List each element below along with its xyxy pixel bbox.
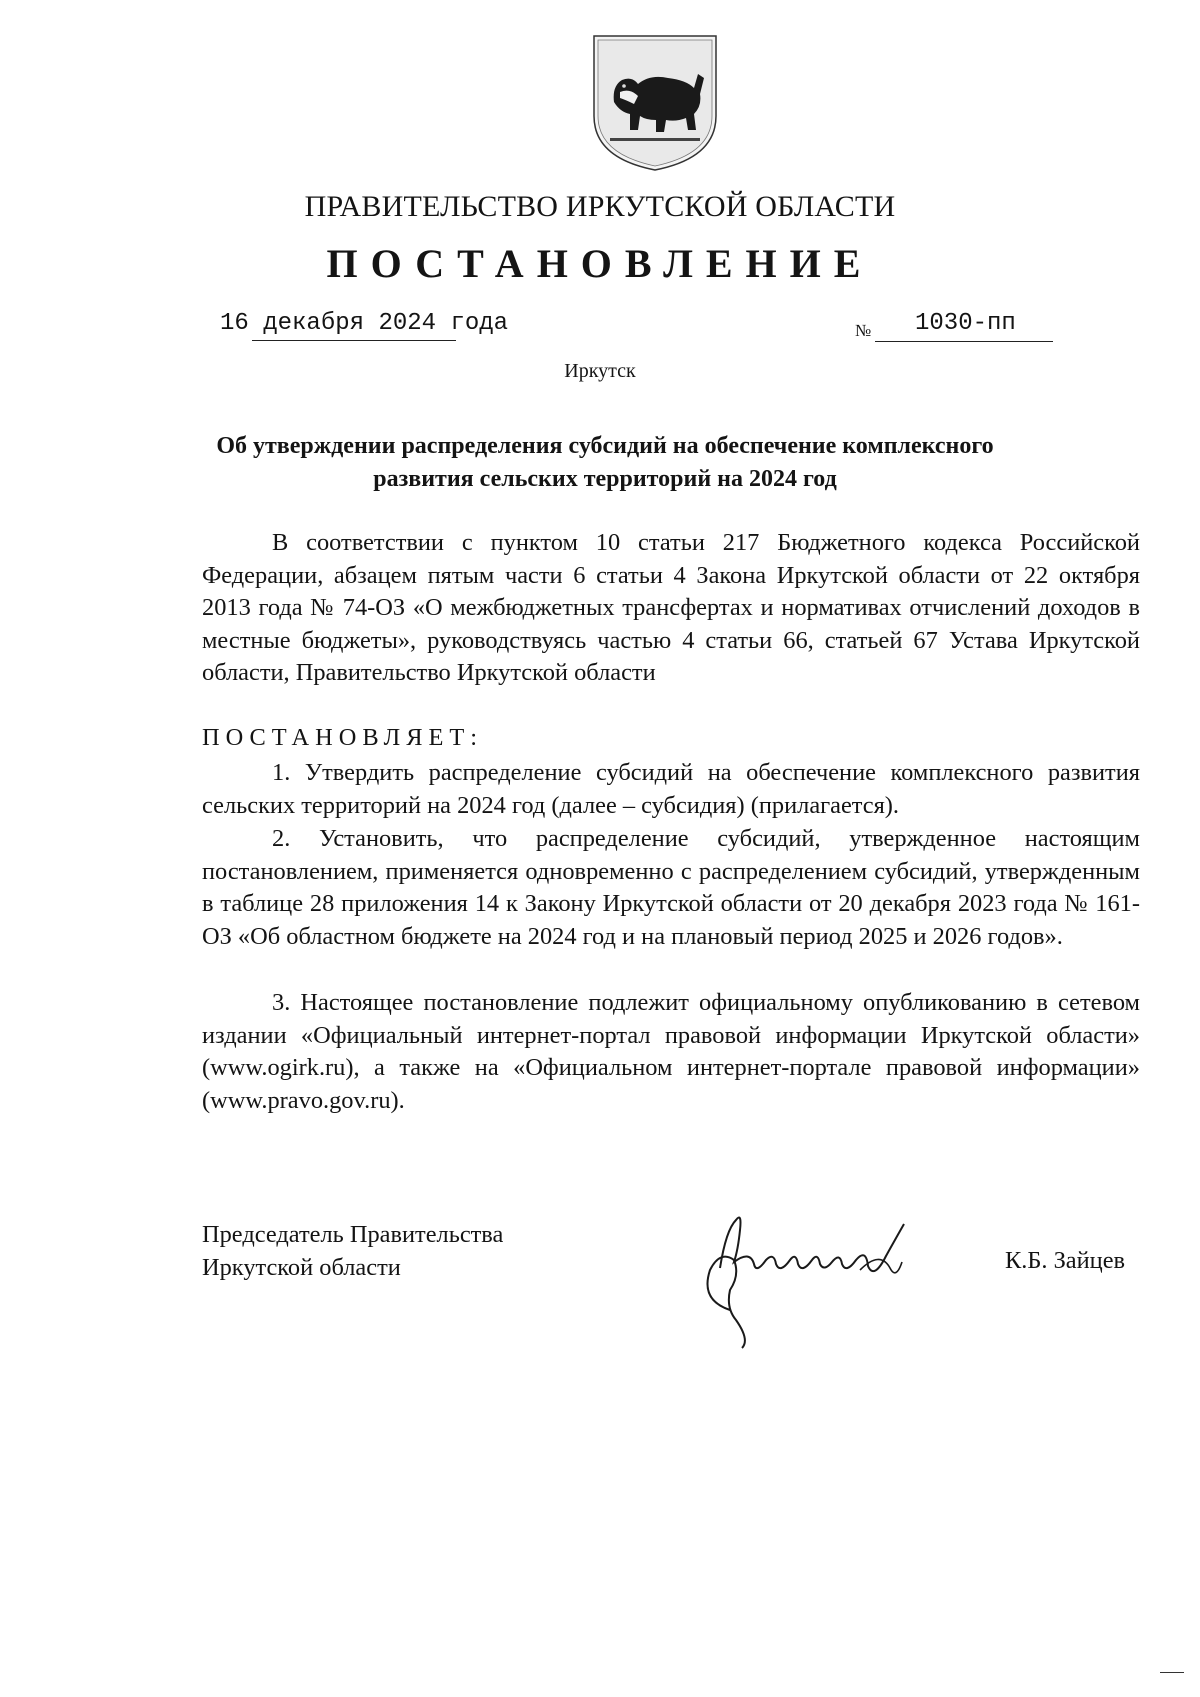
date-suffix: года [450, 310, 509, 337]
list-item: 2. Установить, что распределение субсидий, утвержденное настоящим постановлением, применяется одновременно с распределением субсидий, утвержденным в таблице 28 приложения 14 к Закону Иркутской области от 20 декабря 2023 года № 161-ОЗ «Об областном бюджете на 2024 год и на плановый период 2025 и 2026 годов». [202, 825, 1140, 950]
signer-position-line1: Председатель Правительства [202, 1221, 504, 1248]
coat-of-arms-icon [590, 34, 720, 172]
number-underline [875, 341, 1053, 342]
signer-position [202, 1218, 503, 1284]
scan-corner-mark [1160, 1672, 1184, 1673]
signer-name: К.Б. Зайцев [1005, 1247, 1126, 1274]
document-number: 1030-пп [915, 310, 1016, 337]
preamble-paragraph: В соответствии с пунктом 10 статьи 217 Бюджетного кодекса Российской Федерации, абзацем пятым части 6 статьи 4 Закона Иркутской области от 22 октября 2013 года № 74-ОЗ «О межбюджетных трансфертах и нормативах отчислений доходов в местные бюджеты», руководствуясь частью 4 статьи 66, статьей 67 Устава Иркутской области, Правительство Иркутской области [202, 529, 1140, 687]
date-underline [252, 340, 456, 341]
document-date [220, 310, 508, 337]
document-title: Об утверждении распределения субсидий на обеспечение комплексного развития сельских территорий на 2024 год [216, 433, 994, 492]
number-sign: № [855, 321, 872, 340]
issuing-authority: ПРАВИТЕЛЬСТВО ИРКУТСКОЙ ОБЛАСТИ [304, 190, 896, 223]
city: Иркутск [564, 360, 636, 382]
document-type: ПОСТАНОВЛЕНИЕ [326, 241, 874, 286]
list-item: 1. Утвердить распределение субсидий на обеспечение комплексного развития сельских территорий на 2024 год (далее – субсидия) (прилагается). [202, 759, 1140, 819]
date-month-year: декабря 2024 [263, 310, 437, 337]
signer-position-line2: Иркутской области [202, 1254, 401, 1281]
date-day: 16 [220, 310, 249, 337]
directive-word: ПОСТАНОВЛЯЕТ: [202, 724, 484, 751]
list-item: 3. Настоящее постановление подлежит официальному опубликованию в сетевом издании «Официальный интернет-портал правовой информации Иркутской области» (www.ogirk.ru), а также на «Официальном интернет-портале правовой информации» (www.pravo.gov.ru). [202, 989, 1140, 1114]
handwritten-signature [690, 1190, 950, 1350]
